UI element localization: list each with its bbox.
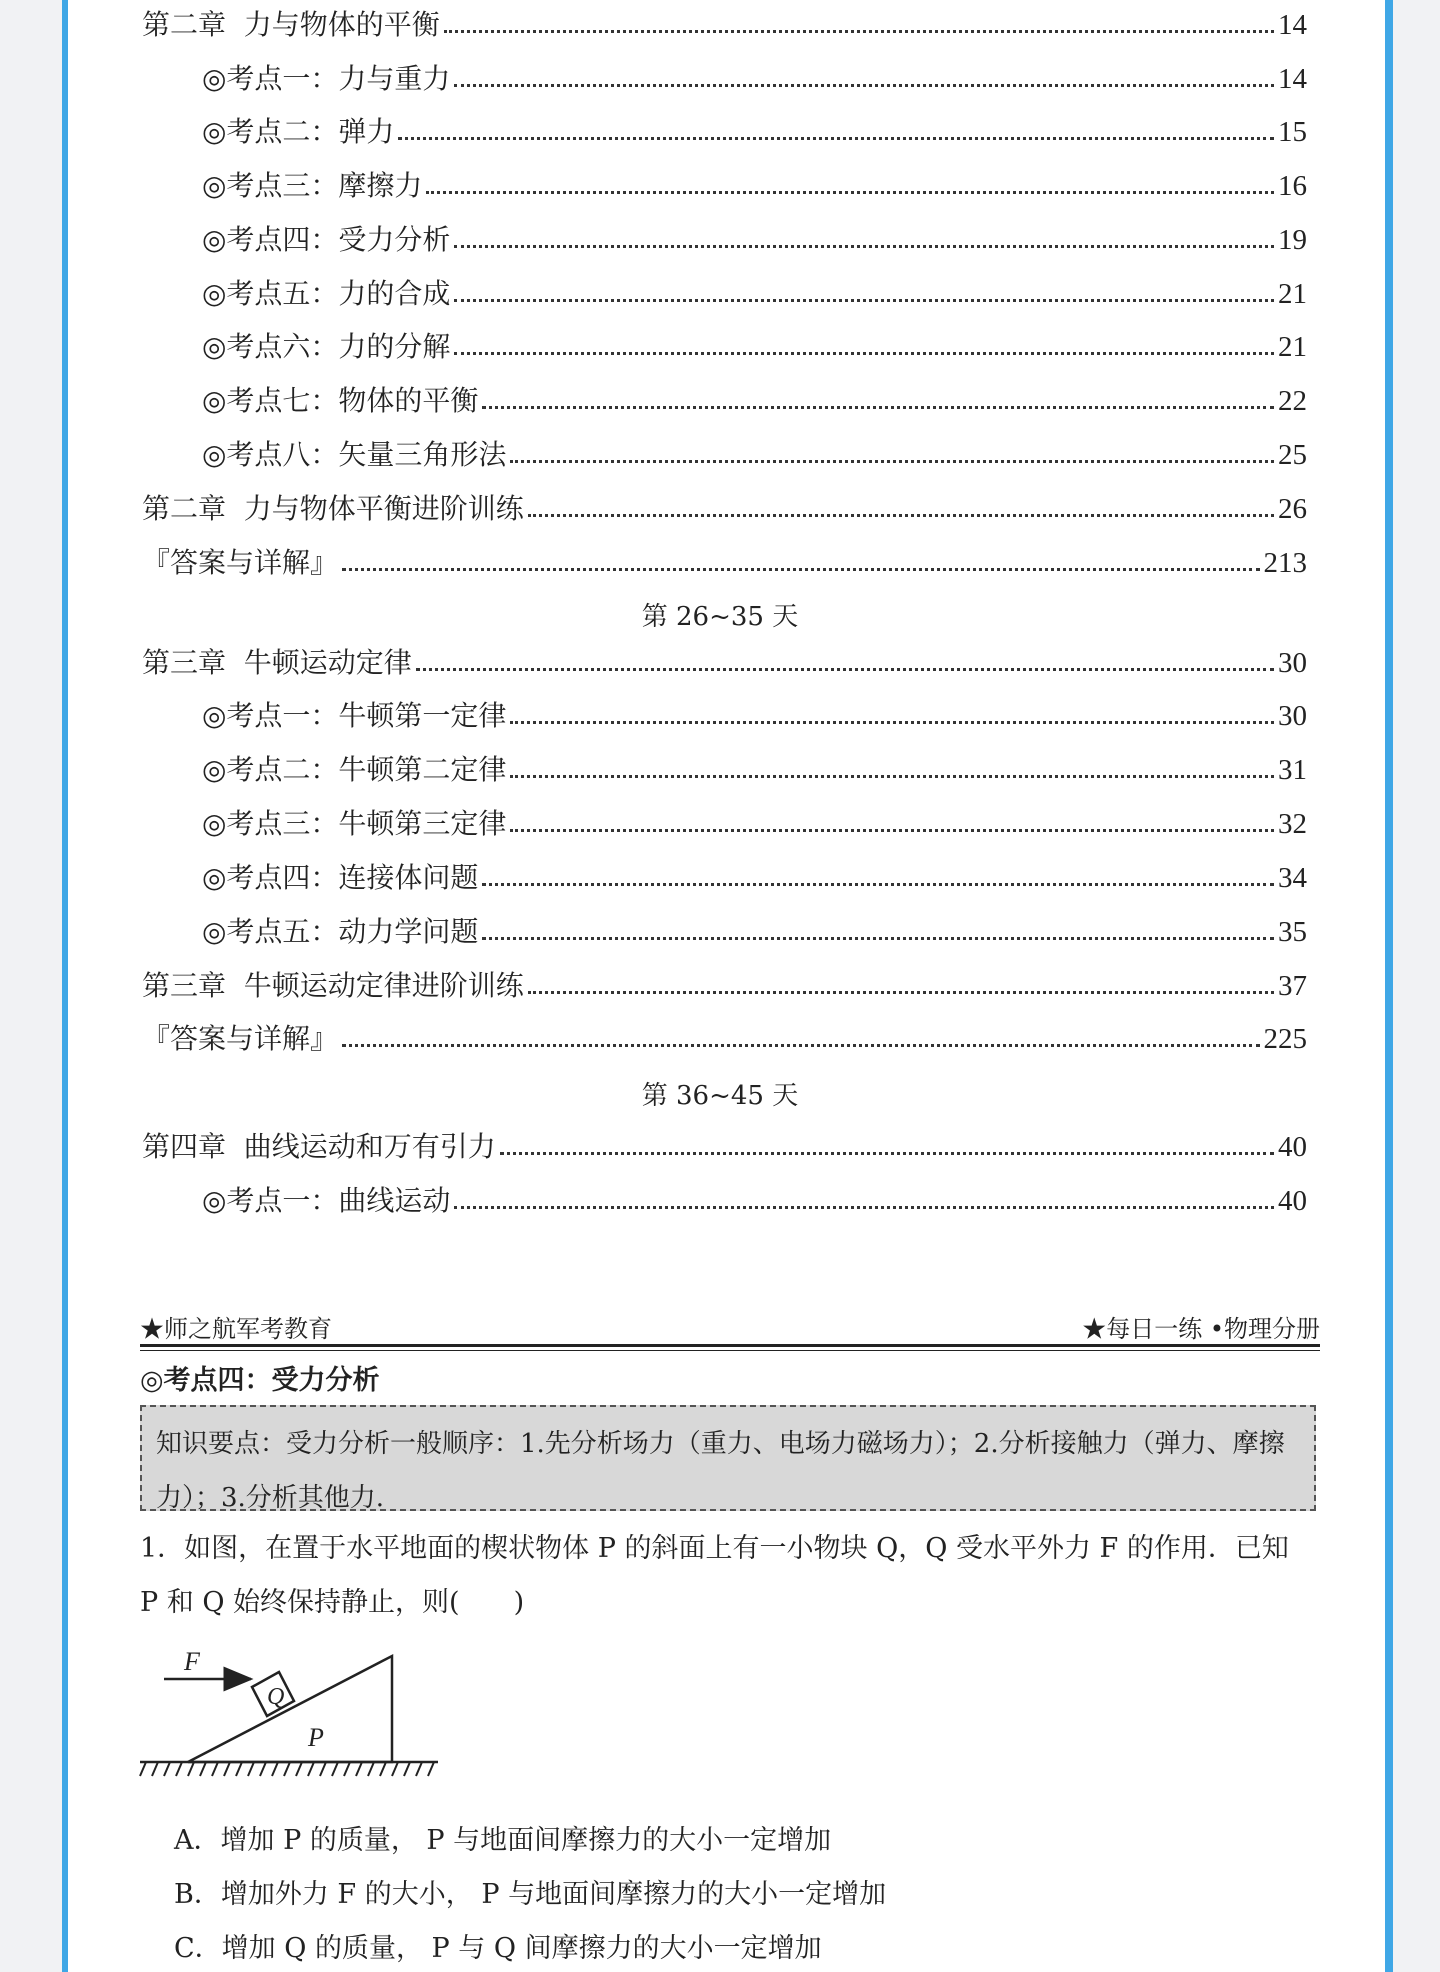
running-header (140, 1308, 1320, 1344)
toc-title: ◎考点四：受力分析 (202, 223, 451, 256)
toc-leader-dots (454, 245, 1274, 248)
question-1 (140, 1522, 1320, 1630)
knowledge-points-box: 知识要点：受力分析一般顺序：1.先分析场力（重力、电场力磁场力）；2.分析接触力（弹力、摩擦力）；3.分析其他力. (140, 1405, 1316, 1511)
toc-leader-dots (510, 775, 1274, 778)
toc-leader-dots (510, 721, 1274, 724)
toc-entry-chapter-3[interactable] (142, 640, 1307, 680)
toc-entry-kaodian[interactable] (202, 432, 1307, 472)
toc-page-number: 16 (1278, 170, 1307, 202)
toc-title: 第四章 曲线运动和万有引力 (142, 1130, 496, 1163)
toc-leader-dots (426, 191, 1274, 194)
toc-entry-kaodian[interactable] (202, 324, 1307, 364)
toc-entry-kaodian[interactable] (202, 109, 1307, 149)
toc-title: ◎考点一：曲线运动 (202, 1184, 451, 1217)
header-rule-thick (140, 1344, 1320, 1347)
toc-leader-dots (342, 568, 1259, 571)
toc-leader-dots (528, 991, 1274, 994)
toc-title: ◎考点八：矢量三角形法 (202, 438, 507, 471)
option-b[interactable]: B．增加外力 F 的大小， P 与地面间摩擦力的大小一定增加 (174, 1879, 887, 1910)
option-a[interactable]: A．增加 P 的质量， P 与地面间摩擦力的大小一定增加 (174, 1825, 832, 1856)
toc-leader-dots (398, 137, 1274, 140)
toc-entry-kaodian[interactable] (202, 163, 1307, 203)
toc-entry-kaodian[interactable] (202, 1178, 1307, 1218)
toc-entry-chapter-3-training[interactable] (142, 963, 1307, 1003)
toc-entry-kaodian[interactable] (202, 56, 1307, 96)
toc-leader-dots (454, 352, 1274, 355)
toc-page-number: 40 (1278, 1131, 1307, 1163)
toc-entry-chapter-2-training[interactable] (142, 486, 1307, 526)
label-f: F (184, 1647, 200, 1676)
toc-title: ◎考点三：摩擦力 (202, 169, 423, 202)
toc-page-number: 35 (1278, 916, 1307, 948)
toc-leader-dots (342, 1044, 1259, 1047)
toc-page-number: 21 (1278, 331, 1307, 363)
toc-page-number: 213 (1263, 547, 1307, 579)
toc-page-number: 26 (1278, 493, 1307, 525)
day-range-label: 第 36~45 天 (641, 1081, 799, 1111)
toc-title: 第三章 牛顿运动定律进阶训练 (142, 969, 524, 1002)
toc-title: ◎考点五：动力学问题 (202, 915, 479, 948)
toc-page-number: 34 (1278, 862, 1307, 894)
toc-entry-chapter-2[interactable] (142, 2, 1307, 42)
toc-entry-kaodian[interactable] (202, 801, 1307, 841)
toc-entry-answers[interactable] (142, 1016, 1307, 1056)
toc-leader-dots (416, 668, 1274, 671)
page-frame-right (1385, 0, 1393, 1972)
toc-page-number: 14 (1278, 9, 1307, 41)
toc-leader-dots (444, 30, 1274, 33)
toc-page-number: 19 (1278, 224, 1307, 256)
toc-leader-dots (510, 460, 1274, 463)
toc-entry-kaodian[interactable] (202, 909, 1307, 949)
label-p: P (308, 1723, 324, 1752)
toc-title: 『答案与详解』 (142, 1022, 339, 1055)
toc-leader-dots (510, 829, 1274, 832)
toc-leader-dots (482, 406, 1274, 409)
toc-entry-chapter-4[interactable] (142, 1124, 1307, 1164)
toc-title: ◎考点一：牛顿第一定律 (202, 699, 507, 732)
toc-page-number: 30 (1278, 647, 1307, 679)
toc-leader-dots (454, 84, 1274, 87)
toc-page-number: 22 (1278, 385, 1307, 417)
toc-title: ◎考点三：牛顿第三定律 (202, 807, 507, 840)
option-c[interactable]: C．增加 Q 的质量， P 与 Q 间摩擦力的大小一定增加 (174, 1933, 822, 1964)
question-text-line-2: P 和 Q 始终保持静止，则( ) (140, 1587, 525, 1618)
toc-entry-answers[interactable] (142, 540, 1307, 580)
toc-title: 第二章 力与物体平衡进阶训练 (142, 492, 524, 525)
toc-entry-kaodian[interactable] (202, 747, 1307, 787)
toc-leader-dots (482, 937, 1274, 940)
toc-title: 第三章 牛顿运动定律 (142, 646, 412, 679)
toc-leader-dots (454, 1206, 1274, 1209)
section-title: ◎考点四：受力分析 (140, 1365, 380, 1396)
toc-entry-kaodian[interactable] (202, 693, 1307, 733)
toc-entry-kaodian[interactable] (202, 271, 1307, 311)
toc-page-number: 15 (1278, 116, 1307, 148)
toc-page-number: 30 (1278, 700, 1307, 732)
toc-leader-dots (500, 1152, 1274, 1155)
running-header-publisher: ★师之航军考教育 (140, 1315, 332, 1343)
toc-title: 『答案与详解』 (142, 546, 339, 579)
toc-leader-dots (454, 299, 1274, 302)
toc-page-number: 14 (1278, 63, 1307, 95)
toc-page-number: 21 (1278, 278, 1307, 310)
toc-page-number: 225 (1263, 1023, 1307, 1055)
toc-title: ◎考点六：力的分解 (202, 330, 451, 363)
question-text-line-1: 1．如图，在置于水平地面的楔状物体 P 的斜面上有一小物块 Q，Q 受水平外力 F 的作用．已知 (140, 1533, 1289, 1564)
page-frame-left (62, 0, 68, 1972)
toc-page-number: 25 (1278, 439, 1307, 471)
wedge-figure (138, 1642, 448, 1782)
toc-leader-dots (528, 514, 1274, 517)
toc-page-number: 31 (1278, 754, 1307, 786)
toc-title: ◎考点二：弹力 (202, 115, 395, 148)
label-q: Q (267, 1684, 285, 1710)
header-rule-thin (140, 1350, 1320, 1351)
day-range-label: 第 26~35 天 (641, 602, 799, 632)
toc-title: ◎考点一：力与重力 (202, 62, 451, 95)
toc-page-number: 40 (1278, 1185, 1307, 1217)
toc-title: ◎考点五：力的合成 (202, 277, 451, 310)
toc-title: ◎考点二：牛顿第二定律 (202, 753, 507, 786)
toc-entry-kaodian[interactable] (202, 855, 1307, 895)
toc-page-number: 32 (1278, 808, 1307, 840)
toc-leader-dots (482, 883, 1274, 886)
toc-title: ◎考点四：连接体问题 (202, 861, 479, 894)
running-header-book-title: ★每日一练 •物理分册 (1082, 1315, 1320, 1343)
toc-entry-kaodian[interactable] (202, 217, 1307, 257)
toc-title: 第二章 力与物体的平衡 (142, 8, 440, 41)
toc-entry-kaodian[interactable] (202, 378, 1307, 418)
wedge-p (188, 1656, 392, 1762)
ground-hatching (140, 1762, 434, 1776)
toc-page-number: 37 (1278, 970, 1307, 1002)
toc-title: ◎考点七：物体的平衡 (202, 384, 479, 417)
